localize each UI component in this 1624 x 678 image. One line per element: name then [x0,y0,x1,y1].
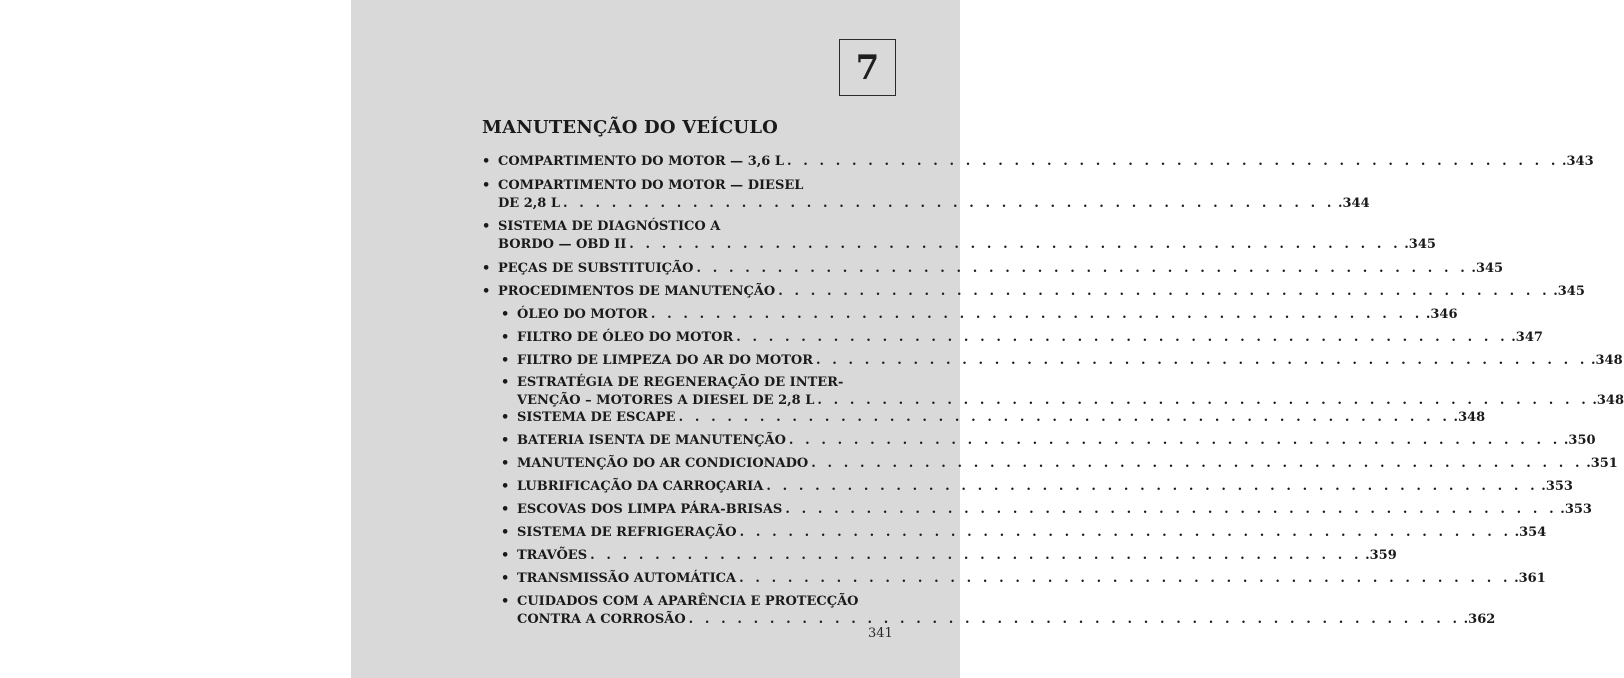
chapter-number: 7 [855,47,880,88]
toc-entry-label: DE 2,8 L [498,196,560,211]
toc-entry-page: .345 [1471,261,1504,276]
toc-entry-page: .348 [1592,393,1624,408]
bullet-icon: • [501,548,510,563]
bullet-icon: • [501,525,510,540]
toc-entry-page: .362 [1463,612,1496,627]
toc-entry-page: .359 [1365,548,1397,563]
toc-entry-page: .343 [1561,154,1594,169]
toc-entry-page: .361 [1514,571,1546,586]
toc-entry-page: .347 [1511,330,1543,345]
section-title: MANUTENÇÃO DO VEÍCULO [482,117,779,138]
bullet-icon: • [482,178,491,193]
dot-leader: . . . . . . . . . . . . . . . . . . . . . . . . . . . . . . . . . . . . . . . . . . . . . . . . [778,284,1551,299]
toc-entry-label-line1: CUIDADOS COM A APARÊNCIA E PROTECÇÃO [517,594,859,609]
bullet-icon: • [482,154,491,169]
dot-leader: . . . . . . . . . . . . . . . . . . . . . . . . . . . . . . . . . . . . . . . . . . . . . . . . [650,307,1423,322]
bullet-icon: • [501,307,510,322]
page-number: 341 [868,626,893,641]
toc-entry-page: .350 [1563,433,1596,448]
dot-leader: . . . . . . . . . . . . . . . . . . . . . . . . . . . . . . . . . . . . . . . . . . . . . . . . [811,456,1584,471]
toc-entry-label: COMPARTIMENTO DO MOTOR — 3,6 L [498,154,784,169]
dot-leader: . . . . . . . . . . . . . . . . . . . . . . . . . . . . . . . . . . . . . . . . . . . . . . . . [696,261,1469,276]
bullet-icon: • [501,330,510,345]
toc-entry-label: SISTEMA DE ESCAPE [517,410,676,425]
dot-leader: . . . . . . . . . . . . . . . . . . . . . . . . . . . . . . . . . . . . . . . . . . . . . . . . [788,433,1561,448]
toc-entry-label: PEÇAS DE SUBSTITUIÇÃO [498,261,694,276]
bullet-icon: • [501,433,510,448]
bullet-icon: • [482,219,491,234]
toc-entry-page: .348 [1453,410,1486,425]
toc-entry-label-line1: COMPARTIMENTO DO MOTOR — DIESEL [498,178,804,193]
dot-leader: . . . . . . . . . . . . . . . . . . . . . . . . . . . . . . . . . . . . . . . . . . . . . . . . [590,548,1363,563]
toc-entry-label: FILTRO DE LIMPEZA DO AR DO MOTOR [517,353,814,368]
bullet-icon: • [501,456,510,471]
bullet-icon: • [501,594,510,609]
bullet-icon: • [501,502,510,517]
bullet-icon: • [501,571,510,586]
toc-entry-label: LUBRIFICAÇÃO DA CARROÇARIA [517,479,764,494]
toc-entry-label: TRAVÕES [517,548,588,563]
bullet-icon: • [482,284,491,299]
bullet-icon: • [501,479,510,494]
toc-entry-label: CONTRA A CORROSÃO [517,612,686,627]
toc-entry-label: PROCEDIMENTOS DE MANUTENÇÃO [498,284,776,299]
toc-entry-label: BATERIA ISENTA DE MANUTENÇÃO [517,433,786,448]
dot-leader: . . . . . . . . . . . . . . . . . . . . . . . . . . . . . . . . . . . . . . . . . . . . . . . . [739,571,1512,586]
bullet-icon: • [501,375,510,390]
dot-leader: . . . . . . . . . . . . . . . . . . . . . . . . . . . . . . . . . . . . . . . . . . . . . . . . [817,393,1590,408]
dot-leader: . . . . . . . . . . . . . . . . . . . . . . . . . . . . . . . . . . . . . . . . . . . . . . . . [563,196,1335,211]
toc-entry-page: .346 [1425,307,1458,322]
toc-entry-label: BORDO — OBD II [498,237,627,252]
toc-entry-page: .348 [1590,353,1623,368]
toc-entry-page: .353 [1560,502,1592,517]
toc-entry-label: FILTRO DE ÓLEO DO MOTOR [517,330,734,345]
toc-entry-page: .351 [1586,456,1618,471]
toc-entry-page: .345 [1404,237,1436,252]
toc-entry-page: .345 [1553,284,1585,299]
toc-entry-label: MANUTENÇÃO DO AR CONDICIONADO [517,456,809,471]
toc-entry-label: ÓLEO DO MOTOR [517,307,648,322]
toc-entry-label: TRANSMISSÃO AUTOMÁTICA [517,571,737,586]
dot-leader: . . . . . . . . . . . . . . . . . . . . . . . . . . . . . . . . . . . . . . . . . . . . . . . . [739,525,1512,540]
toc-entry-label: VENÇÃO – MOTORES A DIESEL DE 2,8 L [517,393,815,408]
dot-leader: . . . . . . . . . . . . . . . . . . . . . . . . . . . . . . . . . . . . . . . . . . . . . . . . [785,502,1558,517]
toc-entry-label: ESCOVAS DOS LIMPA PÁRA-BRISAS [517,502,783,517]
toc-entry-label-line1: ESTRATÉGIA DE REGENERAÇÃO DE INTER- [517,375,844,390]
chapter-number-box [839,39,896,96]
dot-leader: . . . . . . . . . . . . . . . . . . . . . . . . . . . . . . . . . . . . . . . . . . . . . . . . [787,154,1559,169]
dot-leader: . . . . . . . . . . . . . . . . . . . . . . . . . . . . . . . . . . . . . . . . . . . . . . . . [678,410,1451,425]
dot-leader: . . . . . . . . . . . . . . . . . . . . . . . . . . . . . . . . . . . . . . . . . . . . . . . . [688,612,1461,627]
dot-leader: . . . . . . . . . . . . . . . . . . . . . . . . . . . . . . . . . . . . . . . . . . . . . . . . [736,330,1509,345]
toc-entry-page: .353 [1541,479,1573,494]
dot-leader: . . . . . . . . . . . . . . . . . . . . . . . . . . . . . . . . . . . . . . . . . . . . . . . . [629,237,1402,252]
toc-entry-page: .354 [1514,525,1547,540]
toc-entry-label: SISTEMA DE REFRIGERAÇÃO [517,525,737,540]
dot-leader: . . . . . . . . . . . . . . . . . . . . . . . . . . . . . . . . . . . . . . . . . . . . . . . . [816,353,1588,368]
toc-entry-page: .344 [1337,196,1370,211]
dot-leader: . . . . . . . . . . . . . . . . . . . . . . . . . . . . . . . . . . . . . . . . . . . . . . . . [766,479,1539,494]
bullet-icon: • [482,261,491,276]
bullet-icon: • [501,410,510,425]
bullet-icon: • [501,353,510,368]
toc-entry-label-line1: SISTEMA DE DIAGNÓSTICO A [498,219,721,234]
